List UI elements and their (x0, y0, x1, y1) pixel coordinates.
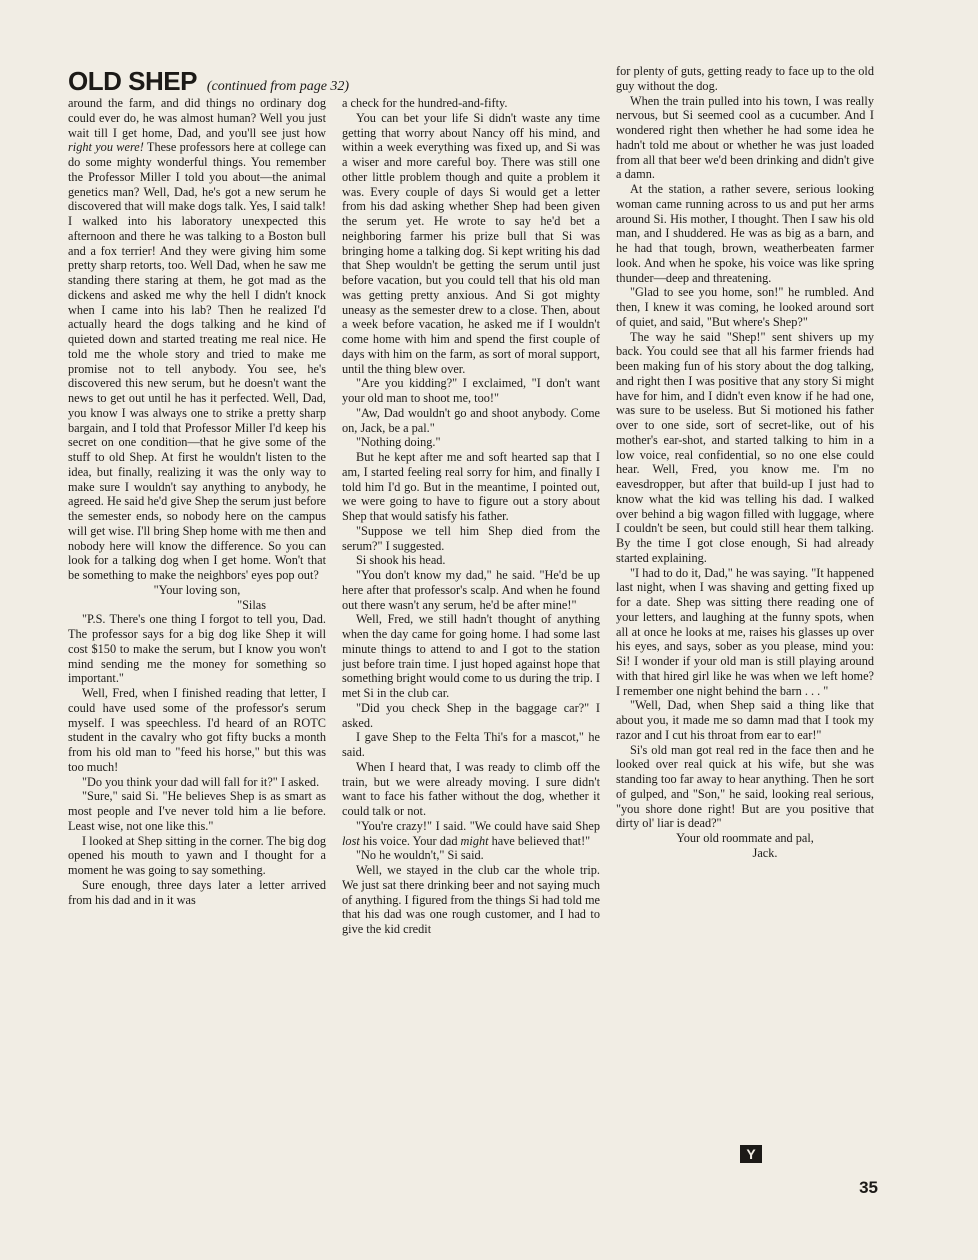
paragraph: Si's old man got real red in the face then and he looked over real quick at his wife, but she was standing too far away to hear anything. Then he sort of gulped, and "Son," he said, looking real serious, "you shore done right! But are you positive that dirty ol' liar is dead?" (616, 742, 874, 831)
paragraph: Sure enough, three days later a letter arrived from his dad and in it was (68, 877, 326, 907)
paragraph: "Aw, Dad wouldn't go and shoot anybody. Come on, Jack, be a pal." (342, 405, 600, 435)
paragraph: I gave Shep to the Felta Thi's for a mascot," he said. (342, 730, 600, 759)
paragraph: Well, Fred, we still hadn't thought of anything when the day came for going home. I had some last minute things to attend to and I got to the station just before train time. I just hoped against hope that something bright would come to us during the trip. I met Si in the club car. (342, 612, 600, 700)
paragraph: The way he said "Shep!" sent shivers up my back. You could see that all his farmer friends had been making fun of his story about the dog talking, and right then I was positive that any story Si might have for him, and I didn't even know if he had one, was sure to be useless. But Si motioned his father over to one side, sort of secret-like, out of his mother's ear-shot, and started talking to him in a low voice, real confidential, so no one else could hear. Well, Fred, you know me. I'm no eavesdropper, but after that build-up I just had to know what the kid was telling his dad. I walked over behind a big wagon filled with luggage, where I couldn't be seen, but could still hear them talking. By the time I got close enough, Si had already started explaining. (616, 329, 874, 565)
paragraph: Well, Fred, when I finished reading that letter, I could have used some of the professor's serum myself. I was speechless. I'd heard of an ROTC student in the cavalry who got fifty bucks a month from his old man to "feed his horse," but this was too much! (68, 686, 326, 774)
letter-signature-name: Jack. (752, 845, 778, 860)
end-mark-icon: Y (740, 1145, 762, 1163)
letter-closing: Your old roommate and pal, (676, 831, 814, 845)
text-column-3 (616, 64, 874, 861)
paragraph: "Glad to see you home, son!" he rumbled. And then, I knew it was coming, he looked around sort of quiet, and said, "But where's Shep?" (616, 285, 874, 329)
letter-signature: "Silas (237, 597, 266, 612)
paragraph: I looked at Shep sitting in the corner. The big dog opened his mouth to yawn and I thought for a moment he was going to say something. (68, 833, 326, 877)
paragraph: But he kept after me and soft hearted sap that I am, I started feeling real sorry for him, and finally I told him I'd go. But in the meantime, I pointed out, we were going to have to figure out a story about Shep that would satisfy his father. (342, 450, 600, 523)
article-title: OLD SHEP (68, 66, 197, 96)
paragraph: When I heard that, I was ready to climb off the train, but we were already moving. I sure didn't want to face his father without the dog, whether it could talk or not. (342, 759, 600, 818)
article-headline (68, 66, 349, 97)
paragraph: "You don't know my dad," he said. "He'd be up here after that professor's scalp. And when he found out there wasn't any serum, he'd be after mine!" (342, 568, 600, 612)
paragraph: "P.S. There's one thing I forgot to tell you, Dad. The professor says for a big dog like Shep it will cost $150 to make the serum, but I know you won't mind sending me the money for something so important." (68, 612, 326, 686)
text-column-2 (342, 96, 600, 937)
emphasis: right you were! (68, 140, 144, 155)
emphasis: lost (342, 833, 360, 848)
page-number: 35 (859, 1178, 878, 1197)
paragraph: "Nothing doing." (356, 435, 441, 450)
paragraph: around the farm, and did things no ordinary dog could ever do, he was almost human? Well you just wait till I get home, Dad, and you'll see just how right you were! These professors here at college can do some mighty wonderful things. You remember the Professor Miller I told you about—the animal genetics man? Well, Dad, he's got a new serum he discovered that will make dogs talk. Yes, I said talk! I walked into his laboratory unexpected this afternoon and there he was talking to a Boston bull and a fox terrier! And they were giving him some pretty sharp retorts, too. Well Dad, when he saw me standing there staring at them, he got mad as the dickens and asked me why the hell I didn't knock when I came into his lab? Then he realized I'd actually heard the dogs talking and he kind of quieted down and started treating me real nice. He told me the whole story and tried to make me promise not to tell anybody. You see, he's discovered this new serum, but he doesn't want the news to get out until he has it perfected. Well, Dad, you know I was always one to strike a pretty sharp bargain, and I told that Professor Miller I'd keep his secret on one condition—that he give some of the stuff to old Shep. At first he wouldn't listen to the idea, but finally, realizing it was the only way to make sure I wouldn't say anything to anybody, he agreed. He said he'd give Shep the serum just before the semester ends, so nobody here on the campus will get wise. I'll bring Shep home with me then and nobody here will know the difference. So you can look for a talking dog when I get home. Won't that be something to make the neighbors' eyes pop out? (68, 96, 326, 582)
paragraph: At the station, a rather severe, serious looking woman came running across to us and put her arms around Si. His mother, I thought. Then I saw his old man, and I shuddered. He was as big as a barn, and he had that tough, brown, weatherbeaten farmer look. And when he spoke, his voice was like spring thunder—deep and threatening. (616, 182, 874, 285)
paragraph: "No he wouldn't," Si said. (356, 848, 484, 863)
continued-note: (continued from page 32) (206, 79, 350, 94)
paragraph: for plenty of guts, getting ready to face up to the old guy without the dog. (616, 64, 874, 93)
paragraph: "You're crazy!" I said. "We could have said Shep lost his voice. Your dad might have believed that!" (342, 818, 600, 848)
paragraph: "Sure," said Si. "He believes Shep is as smart as most people and I've never told him a lie before. Least wise, not one like this." (68, 789, 326, 833)
paragraph: Si shook his head. (356, 553, 446, 568)
paragraph: Well, we stayed in the club car the whole trip. We just sat there drinking beer and not saying much of anything. I figured from the things Si had told me that his dad was one rough customer, and I had to give the kid credit (342, 863, 600, 936)
paragraph: "Are you kidding?" I exclaimed, "I don't want your old man to shoot me, too!" (342, 376, 600, 405)
paragraph: When the train pulled into his town, I was really nervous, but Si seemed cool as a cucumber. And I wondered right then whether he had some idea he hadn't told me about or whether he was just loaded from all that beer we'd been drinking and didn't give a damn. (616, 93, 874, 182)
text-column-1 (68, 96, 326, 907)
paragraph: "I had to do it, Dad," he was saying. "It happened last night, when I was shaving and getting fixed up for a date. Shep was sitting there reading one of your letters, and laughing at the funny spots, when all at once he looks at me, raises his glasses up over his eyes, and says, sober as you please, mind you: Si! I wonder if your old man is still playing around with that hired girl like he was when we left home? I remember one night behind the barn . . . " (616, 565, 874, 698)
paragraph: a check for the hundred-and-fifty. (342, 96, 508, 110)
paragraph: You can bet your life Si didn't waste any time getting that worry about Nancy off his mind, and within a week everything was fixed up, and Si was a wiser and more careful boy. There was still one other little problem though and quite a problem it was. Every couple of days Si would get a letter from his dad asking whether Shep had been given the serum yet. He wrote to say he'd bet a neighboring farmer his prize bull that Si was bringing home a talking dog. Si kept writing his dad that Shep wouldn't be getting the serum until just before vacation, but you could tell that his old man was getting pretty anxious. And Si got mighty uneasy as the semester drew to a close. Then, about a week before vacation, he asked me if I wouldn't come home with him and spend the first couple of days with him on the farm, as sort of moral support, until the thing blew over. (342, 110, 600, 376)
paragraph: "Suppose we tell him Shep died from the serum?" I suggested. (342, 523, 600, 553)
letter-signoff: "Your loving son, (153, 582, 241, 597)
emphasis: might (460, 833, 489, 848)
paragraph: "Do you think your dad will fall for it?" I asked. (82, 774, 320, 789)
paragraph: "Did you check Shep in the baggage car?" I asked. (342, 700, 600, 730)
paragraph: "Well, Dad, when Shep said a thing like that about you, it made me so damn mad that I took my razor and I cut his throat from ear to ear!" (616, 698, 874, 742)
